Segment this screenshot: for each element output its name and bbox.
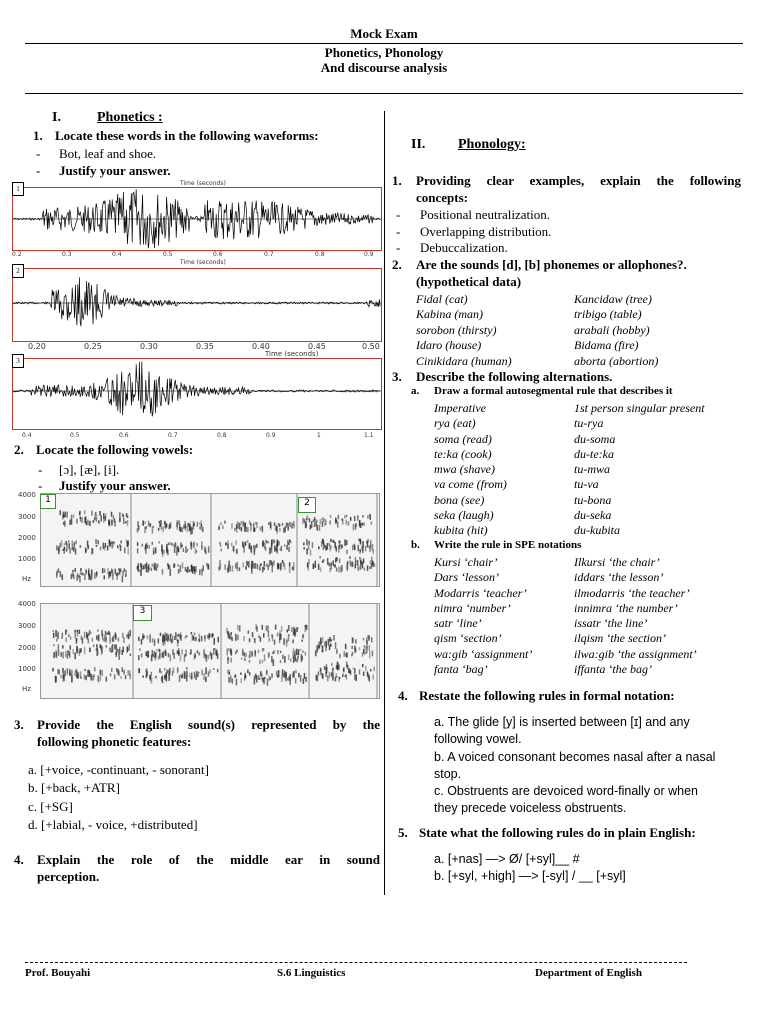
data-item: tu-va bbox=[574, 477, 599, 492]
exam-title: Mock Exam bbox=[350, 26, 418, 41]
y-tick: 3000 bbox=[18, 622, 36, 630]
bullet-dash: - bbox=[38, 478, 43, 493]
data-item: arabali (hobby) bbox=[574, 322, 650, 337]
q3-text-line-1: Provide the English sound(s) represented by the bbox=[37, 717, 380, 732]
r-q1-text-line-2: concepts: bbox=[416, 190, 468, 205]
data-item: ilqism ‘the section’ bbox=[574, 631, 666, 646]
waveform-2 bbox=[12, 268, 382, 342]
tick: 0.40 bbox=[252, 342, 270, 351]
r-q3a-label: a. bbox=[411, 385, 420, 397]
q1-number: 1. bbox=[33, 128, 43, 143]
data-item: Bidama (fire) bbox=[574, 338, 639, 353]
footer-rule bbox=[25, 962, 687, 963]
spectrogram-row-2 bbox=[40, 603, 380, 699]
data-item: Idaro (house) bbox=[416, 338, 482, 353]
data-item: wa:gib ‘assignment’ bbox=[434, 646, 533, 661]
section-2-number: II. bbox=[411, 137, 426, 152]
q2-text: Locate the following vowels: bbox=[36, 442, 194, 457]
data-item: qism ‘section’ bbox=[434, 631, 502, 646]
waveform-2-ticks bbox=[28, 342, 380, 352]
tick: 0.9 bbox=[266, 432, 276, 439]
tick: 0.5 bbox=[163, 251, 173, 258]
waveform-1-axis-label: Time (seconds) bbox=[180, 259, 226, 266]
q4-text-line-2: perception. bbox=[37, 869, 100, 884]
data-item: rya (eat) bbox=[434, 416, 476, 431]
data-item: innimra ‘the number’ bbox=[574, 600, 678, 615]
footer-professor: Prof. Bouyahi bbox=[25, 967, 91, 979]
r-q2-text-line-1: Are the sounds [d], [b] phonemes or allophones?. bbox=[416, 257, 687, 272]
data-item: Ilkursi ‘the chair’ bbox=[574, 555, 660, 569]
tick: 0.6 bbox=[119, 432, 129, 439]
r-q1-text-line-1: Providing clear examples, explain the following bbox=[416, 173, 741, 188]
rule-text: stop. bbox=[434, 766, 462, 781]
rule-text: they precede voiceless obstruents. bbox=[434, 801, 627, 816]
data-item: Imperative bbox=[434, 401, 486, 415]
data-item: iddars ‘the lesson’ bbox=[574, 570, 664, 585]
y-tick: 2000 bbox=[18, 534, 36, 542]
tick: 0.7 bbox=[168, 432, 178, 439]
data-item: Kursi ‘chair’ bbox=[434, 555, 498, 569]
tick: 0.2 bbox=[12, 251, 22, 258]
exam-subtitle-1: Phonetics, Phonology bbox=[324, 45, 444, 60]
tick: 1 bbox=[317, 432, 321, 439]
q4-number: 4. bbox=[14, 852, 24, 867]
waveform-3-ticks bbox=[22, 432, 380, 442]
r-q3-text: Describe the following alternations. bbox=[416, 369, 613, 384]
data-item: fanta ‘bag’ bbox=[434, 662, 488, 677]
spectrogram-2-yaxis bbox=[12, 600, 42, 695]
r-q5-number: 5. bbox=[398, 825, 408, 840]
q3-text-line-2: following phonetic features: bbox=[37, 734, 192, 749]
r-q4-number: 4. bbox=[398, 688, 408, 703]
data-item: bona (see) bbox=[434, 492, 485, 507]
exam-subtitle-2: And discourse analysis bbox=[320, 60, 448, 75]
tick: 0.50 bbox=[362, 342, 380, 351]
waveform-1-signal bbox=[13, 188, 381, 250]
section-2-title: Phonology: bbox=[458, 137, 526, 152]
r-q3a-col-2 bbox=[574, 401, 705, 539]
data-item: aborta (abortion) bbox=[574, 353, 659, 368]
spectrogram-row-2-image bbox=[41, 604, 379, 698]
q3-item-c: c. [+SG] bbox=[28, 799, 73, 814]
data-item: iffanta ‘the bag’ bbox=[574, 662, 652, 677]
data-item: du-seka bbox=[574, 508, 612, 523]
tick: 0.25 bbox=[84, 342, 102, 351]
data-item: 1st person singular present bbox=[574, 401, 705, 415]
data-item: Dars ‘lesson’ bbox=[434, 570, 499, 585]
q2-number: 2. bbox=[14, 442, 24, 457]
waveform-2-axis-label: Time (seconds) bbox=[265, 350, 319, 358]
data-item: soma (read) bbox=[434, 431, 492, 446]
header-rule-top bbox=[25, 43, 743, 44]
r-q3b-text: Write the rule in SPE notations bbox=[434, 539, 582, 551]
q4-text-line-1: Explain the role of the middle ear in sound bbox=[37, 852, 380, 867]
spectrogram-box-3: 3 bbox=[133, 605, 152, 621]
bullet-dash: - bbox=[36, 163, 41, 178]
header-rule-bottom bbox=[25, 93, 743, 94]
r-q1-bullet-1: Positional neutralization. bbox=[420, 207, 550, 222]
y-tick: 4000 bbox=[18, 491, 36, 499]
rule-text: c. Obstruents are devoiced word-finally or when bbox=[434, 784, 699, 799]
tick: 0.4 bbox=[112, 251, 122, 258]
bullet-dash: - bbox=[396, 207, 401, 222]
r-q3a-col-1 bbox=[434, 401, 507, 539]
tick: 1.1 bbox=[364, 432, 374, 439]
q1-bullet-1: Bot, leaf and shoe. bbox=[59, 146, 157, 161]
waveform-3-signal bbox=[13, 359, 381, 429]
bullet-dash: - bbox=[38, 462, 43, 477]
r-q5-item-a: a. [+nas] —> Ø/ [+syl]__ # bbox=[434, 852, 580, 866]
r-q2-number: 2. bbox=[392, 257, 402, 272]
r-q2-text-line-2: (hypothetical data) bbox=[416, 274, 522, 289]
waveform-3 bbox=[12, 358, 382, 430]
r-q3b-label: b. bbox=[411, 539, 420, 551]
data-item: du-soma bbox=[574, 431, 616, 446]
y-tick: 1000 bbox=[18, 555, 36, 563]
data-item: du-kubita bbox=[574, 523, 620, 538]
rule-text: following vowel. bbox=[434, 732, 522, 747]
tick: 0.4 bbox=[22, 432, 32, 439]
r-q4-items bbox=[434, 714, 715, 818]
q3-item-b: b. [+back, +ATR] bbox=[28, 780, 120, 795]
tick: 0.9 bbox=[364, 251, 374, 258]
tick: 0.3 bbox=[62, 251, 72, 258]
q3-number: 3. bbox=[14, 717, 24, 732]
data-item: issatr ‘the line’ bbox=[574, 616, 648, 631]
spectrogram-row-1-image bbox=[41, 494, 379, 586]
data-item: tribigo (table) bbox=[574, 307, 642, 322]
footer-department: Department of English bbox=[535, 967, 642, 979]
bullet-dash: - bbox=[36, 146, 41, 161]
r-q3b-col-1 bbox=[434, 555, 532, 677]
data-item: du-te:ka bbox=[574, 446, 614, 461]
spectrogram-1-yaxis bbox=[12, 491, 42, 586]
q1-text: Locate these words in the following waveforms: bbox=[55, 128, 319, 143]
section-1-number: I. bbox=[52, 110, 61, 125]
tick: 0.8 bbox=[315, 251, 325, 258]
tick: 0.5 bbox=[70, 432, 80, 439]
data-item: nimra ‘number’ bbox=[434, 600, 511, 615]
data-item: Kabina (man) bbox=[416, 307, 483, 322]
bullet-dash: - bbox=[396, 240, 401, 255]
section-1-title: Phonetics : bbox=[97, 110, 163, 125]
y-tick: 2000 bbox=[18, 644, 36, 652]
rule-text: a. The glide [y] is inserted between [ɪ] and any bbox=[434, 715, 690, 729]
tick: 0.35 bbox=[196, 342, 214, 351]
data-item: ilwa:gib ‘the assignment’ bbox=[574, 646, 697, 661]
data-item: tu-rya bbox=[574, 416, 604, 431]
data-item: satr ‘line’ bbox=[434, 616, 482, 631]
r-q3a-text: Draw a formal autosegmental rule that describes it bbox=[434, 385, 673, 397]
waveform-3-number: 3 bbox=[12, 354, 24, 368]
q2-bullet-2: Justify your answer. bbox=[59, 478, 171, 493]
waveform-1 bbox=[12, 187, 382, 251]
tick: 0.6 bbox=[213, 251, 223, 258]
data-item: Fidal (cat) bbox=[416, 292, 468, 306]
data-item: Kancidaw (tree) bbox=[574, 292, 652, 306]
data-item: Cinikidara (human) bbox=[416, 353, 512, 368]
data-item: va come (from) bbox=[434, 477, 507, 492]
y-tick: Hz bbox=[22, 685, 31, 693]
tick: 0.7 bbox=[264, 251, 274, 258]
r-q1-number: 1. bbox=[392, 173, 402, 188]
y-tick: Hz bbox=[22, 575, 31, 583]
data-item: tu-bona bbox=[574, 492, 612, 507]
rule-text: b. A voiced consonant becomes nasal after a nasal bbox=[434, 749, 716, 764]
waveform-1-number: 1 bbox=[12, 182, 24, 196]
tick: 0.30 bbox=[140, 342, 158, 351]
r-q3b-col-2 bbox=[574, 555, 697, 677]
r-q2-data-col-1 bbox=[416, 292, 512, 369]
r-q3-number: 3. bbox=[392, 369, 402, 384]
data-item: ilmodarris ‘the teacher’ bbox=[574, 585, 690, 600]
waveform-2-number: 2 bbox=[12, 264, 24, 278]
y-tick: 1000 bbox=[18, 665, 36, 673]
spectrogram-box-1: 1 bbox=[40, 494, 56, 509]
waveform-2-signal bbox=[13, 269, 381, 341]
r-q4-text: Restate the following rules in formal notation: bbox=[419, 688, 675, 703]
spectrogram-box-2: 2 bbox=[298, 497, 316, 513]
bullet-dash: - bbox=[396, 224, 401, 239]
data-item: tu-mwa bbox=[574, 462, 610, 477]
data-item: kubita (hit) bbox=[434, 523, 488, 538]
y-tick: 3000 bbox=[18, 513, 36, 521]
spectrogram-row-1 bbox=[40, 493, 380, 587]
waveform-1-time-label: Time (seconds) bbox=[180, 180, 226, 187]
r-q5-text: State what the following rules do in plain English: bbox=[419, 825, 696, 840]
footer-course: S.6 Linguistics bbox=[277, 967, 346, 979]
q1-bullet-2: Justify your answer. bbox=[59, 163, 171, 178]
data-item: seka (laugh) bbox=[434, 508, 494, 523]
data-item: mwa (shave) bbox=[434, 462, 495, 477]
data-item: sorobon (thirsty) bbox=[416, 322, 497, 337]
tick: 0.20 bbox=[28, 342, 46, 351]
tick: 0.45 bbox=[308, 342, 326, 351]
column-divider bbox=[384, 111, 385, 895]
y-tick: 4000 bbox=[18, 600, 36, 608]
r-q2-data-col-2 bbox=[574, 292, 658, 369]
r-q1-bullet-2: Overlapping distribution. bbox=[420, 224, 552, 239]
r-q5-item-b: b. [+syl, +high] —> [-syl] / __ [+syl] bbox=[434, 869, 626, 883]
r-q1-bullet-3: Debuccalization. bbox=[420, 240, 508, 255]
q3-item-d: d. [+labial, - voice, +distributed] bbox=[28, 817, 198, 832]
data-item: te:ka (cook) bbox=[434, 446, 492, 461]
data-item: Modarris ‘teacher’ bbox=[434, 585, 527, 600]
tick: 0.8 bbox=[217, 432, 227, 439]
q2-bullet-1: [ɔ], [æ], [i]. bbox=[59, 462, 120, 477]
q3-item-a: a. [+voice, -continuant, - sonorant] bbox=[28, 762, 209, 777]
